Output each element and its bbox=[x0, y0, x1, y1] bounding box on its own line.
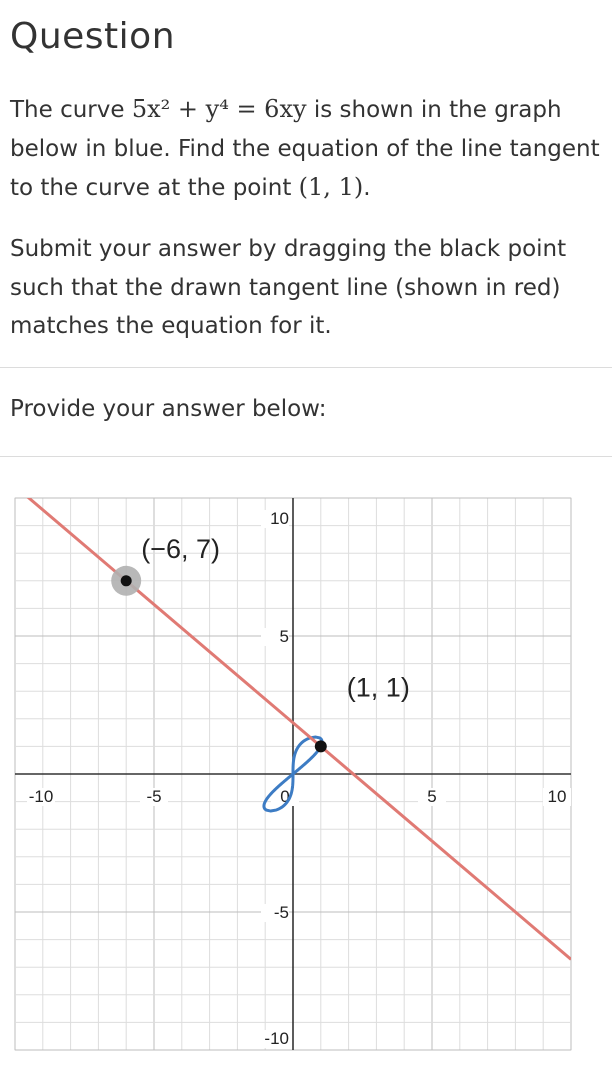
y-tick-label: -5 bbox=[273, 903, 289, 922]
instructions-text: Submit your answer by dragging the black point such that the drawn tangent line (shown in red) matches the equation for it. bbox=[10, 236, 567, 339]
intro-prefix: The curve bbox=[10, 97, 125, 123]
draggable-point-label: (−6, 7) bbox=[141, 533, 220, 564]
answer-prompt: Provide your answer below: bbox=[10, 396, 327, 422]
question-text bbox=[10, 90, 600, 208]
x-tick-label: 5 bbox=[427, 787, 437, 806]
intro-suffix: is shown in the graph below in blue. Find the equation of the line tangent to the curve at the point bbox=[10, 97, 600, 201]
tangent-line-graph[interactable] bbox=[0, 490, 612, 1060]
question-title: Question bbox=[10, 16, 176, 57]
y-tick-label: -10 bbox=[264, 1029, 289, 1048]
point-suffix: . bbox=[363, 175, 371, 201]
x-tick-label: -10 bbox=[28, 787, 54, 806]
y-tick-label: 5 bbox=[279, 627, 289, 646]
tangent-point: (1, 1) bbox=[298, 173, 364, 201]
divider bbox=[0, 456, 612, 457]
x-tick-label: 0 bbox=[280, 787, 290, 806]
draggable-point[interactable] bbox=[121, 575, 132, 586]
fixed-point-label: (1, 1) bbox=[346, 672, 410, 703]
y-tick-label: 10 bbox=[270, 509, 289, 528]
tangent-point-marker bbox=[315, 740, 327, 752]
divider bbox=[0, 367, 612, 368]
curve-equation: 5x² + y⁴ = 6xy bbox=[131, 95, 307, 123]
x-tick-label: -5 bbox=[146, 787, 162, 806]
x-tick-label: 10 bbox=[547, 787, 567, 806]
